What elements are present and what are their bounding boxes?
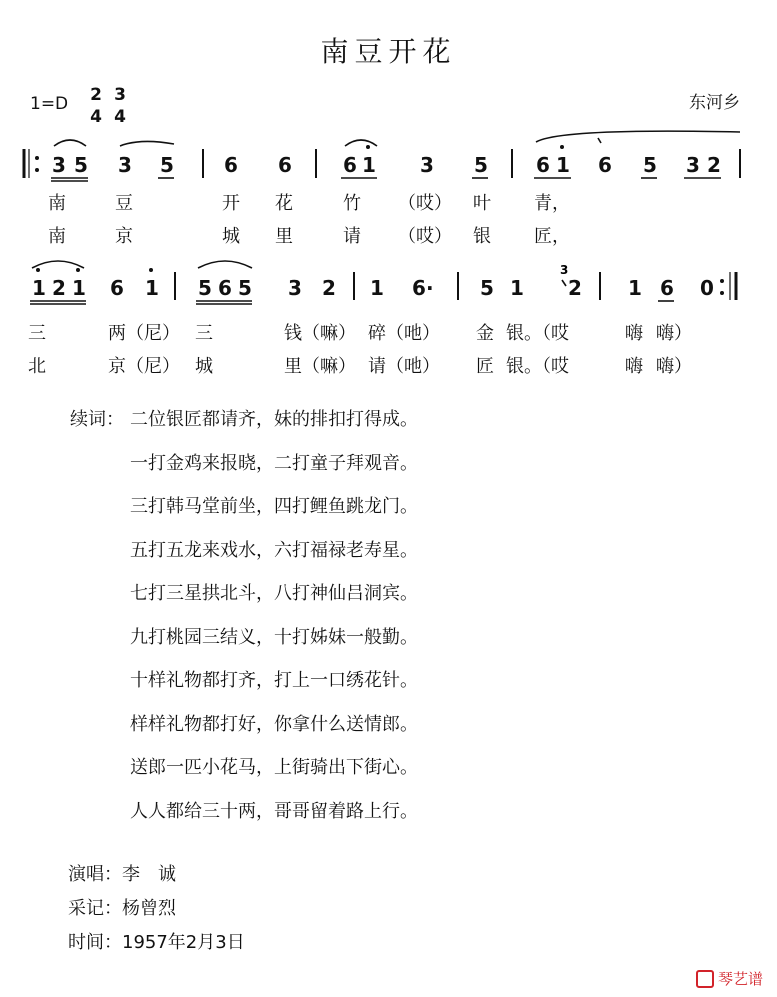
- verse-line: 三打韩马堂前坐，四打鲤鱼跳龙门。: [130, 496, 418, 517]
- lyric-char: 请: [343, 226, 361, 247]
- lyric-char: 开: [222, 193, 240, 214]
- verses-label: 续词：: [70, 409, 124, 430]
- verse-line: 人人都给三十两，哥哥留着路上行。: [130, 800, 418, 822]
- verse-line: 十样礼物都打齐，打上一口绣花针。: [130, 670, 418, 691]
- slur: [198, 261, 252, 268]
- note: 2: [52, 276, 66, 300]
- note: 1: [510, 276, 524, 300]
- note: 5: [480, 276, 494, 300]
- note: 1: [145, 276, 159, 300]
- note: 1: [556, 153, 570, 177]
- lyric-char: 京: [115, 226, 133, 247]
- high-octave-dot: [366, 145, 370, 149]
- verse-line: 一打金鸡来报晓，二打童子拜观音。: [130, 452, 418, 474]
- slur: [32, 261, 84, 268]
- lyric-char: 银: [473, 226, 491, 247]
- time-sig-denominator: 4: [90, 107, 102, 127]
- note: 1: [72, 276, 86, 300]
- lyric-char: 银。（哎: [506, 356, 569, 377]
- high-octave-dot: [76, 268, 80, 272]
- note: 5: [238, 276, 252, 300]
- logo-icon: [696, 970, 714, 988]
- lyric-char: 南: [48, 226, 66, 247]
- lyric-char: （哎）: [398, 193, 452, 214]
- site-logo: [696, 968, 763, 989]
- note: 2: [568, 276, 582, 300]
- lyric-char: 两（尼）: [108, 323, 180, 344]
- lyric-char: 城: [222, 226, 240, 247]
- note: 6: [536, 153, 550, 177]
- lyric-char: 请（吔）: [368, 356, 440, 377]
- high-octave-dot: [149, 268, 153, 272]
- lyric-char: 金: [476, 323, 494, 344]
- time-sig-numerator: 3: [114, 85, 126, 105]
- note: 1: [32, 276, 46, 300]
- additional-verses: [70, 398, 418, 833]
- singer-credit: 演唱：李 诚: [68, 864, 176, 885]
- lyric-char: 城: [195, 356, 213, 377]
- lyric-char: 匠: [476, 356, 494, 377]
- note: 1: [362, 153, 376, 177]
- verse-line: 送郎一匹小花马，上街骑出下街心。: [130, 757, 418, 778]
- note: 6: [343, 153, 357, 177]
- lyric-char: 三: [195, 323, 213, 344]
- note: 5: [474, 153, 488, 177]
- note: 3: [686, 153, 700, 177]
- note: 5: [160, 153, 174, 177]
- verse-line: 九打桃园三结义，十打姊妹一般勤。: [130, 626, 418, 648]
- recorder-credit: 采记：杨曾烈: [68, 898, 176, 919]
- repeat-dot: [35, 168, 39, 172]
- note: 2: [707, 153, 721, 177]
- lyric-char: 青，: [534, 193, 570, 214]
- high-octave-dot: [36, 268, 40, 272]
- note: 6: [660, 276, 674, 300]
- note: 2: [322, 276, 336, 300]
- slur: [120, 141, 174, 146]
- time-sig-denominator: 4: [114, 107, 126, 127]
- date-credit: 时间：1957年2月3日: [68, 932, 245, 953]
- note: 3: [118, 153, 132, 177]
- augmentation-dot: ·: [426, 276, 434, 300]
- song-title: 南豆开花: [320, 35, 457, 68]
- key-signature: 1=D: [30, 94, 69, 114]
- note: 1: [370, 276, 384, 300]
- lyric-char: 豆: [115, 193, 133, 214]
- note: 5: [643, 153, 657, 177]
- note: 6: [110, 276, 124, 300]
- lyric-char: 花: [275, 193, 293, 214]
- slur: [345, 140, 377, 146]
- note: 6: [218, 276, 232, 300]
- grace-slash: [562, 280, 566, 286]
- note: 6: [278, 153, 292, 177]
- lyric-char: 竹: [343, 193, 361, 214]
- repeat-dot: [35, 156, 39, 160]
- logo-text: 琴艺谱: [717, 970, 763, 988]
- lyric-char: 三: [28, 323, 46, 344]
- high-octave-dot: [560, 145, 564, 149]
- repeat-dot: [720, 279, 724, 283]
- breath-mark: [598, 138, 601, 143]
- time-sig-numerator: 2: [90, 85, 102, 105]
- lyric-char: 南: [48, 193, 66, 214]
- lyric-char: 叶: [473, 193, 491, 214]
- note: 3: [52, 153, 66, 177]
- lyric-char: 匠，: [534, 226, 570, 247]
- slur: [536, 131, 740, 142]
- lyric-char: 里: [275, 226, 293, 247]
- note: 1: [628, 276, 642, 300]
- note: 6: [412, 276, 426, 300]
- verse-line: 样样礼物都打好，你拿什么送情郎。: [130, 713, 418, 735]
- lyric-char: 银。（哎: [506, 323, 569, 344]
- lyric-char: 京（尼）: [108, 356, 180, 377]
- note: 5: [198, 276, 212, 300]
- verse-line: 五打五龙来戏水，六打福禄老寿星。: [130, 539, 418, 561]
- origin-label: 东河乡: [689, 93, 740, 113]
- verse-line: 七打三星拱北斗，八打神仙吕洞宾。: [130, 583, 418, 604]
- lyric-char: 北: [28, 356, 46, 377]
- grace-note: 3: [560, 263, 569, 277]
- rest: 0: [700, 276, 714, 300]
- lyric-char: 嗨）: [656, 356, 692, 377]
- lyric-char: （哎）: [398, 226, 452, 247]
- verse-line: 二位银匠都请齐，妹的排扣打得成。: [130, 409, 418, 430]
- note: 3: [420, 153, 434, 177]
- lyric-char: 里（嘛）: [284, 356, 356, 377]
- lyric-char: 嗨: [625, 356, 643, 377]
- note: 5: [74, 153, 88, 177]
- note: 6: [224, 153, 238, 177]
- note: 3: [288, 276, 302, 300]
- lyric-char: 嗨: [625, 323, 643, 344]
- lyric-char: 嗨）: [656, 323, 692, 344]
- lyric-char: 碎（吔）: [368, 323, 440, 344]
- repeat-dot: [720, 291, 724, 295]
- note: 6: [598, 153, 612, 177]
- lyric-char: 钱（嘛）: [284, 323, 356, 344]
- credits: [68, 858, 245, 960]
- slur: [54, 140, 86, 146]
